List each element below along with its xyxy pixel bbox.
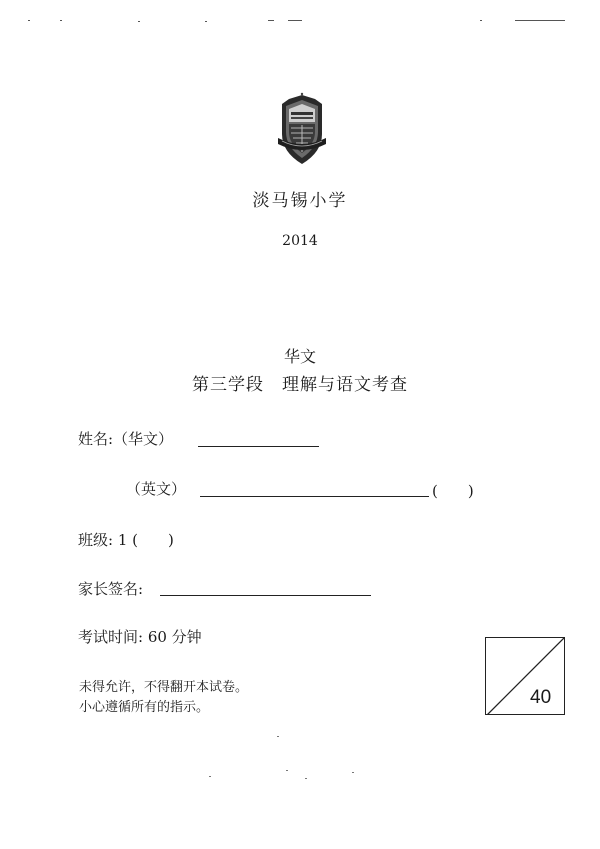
name-english-line[interactable] [200, 496, 429, 497]
name-chinese-label: 姓名:（华文） [78, 430, 174, 448]
parent-signature-line[interactable] [160, 595, 371, 596]
score-box[interactable] [485, 637, 565, 715]
school-name: 淡马锡小学 [252, 191, 348, 211]
exam-duration: 考试时间: 60 分钟 [78, 628, 202, 646]
scan-speck [209, 776, 211, 777]
register-number-parens[interactable]: ( ) [432, 482, 474, 500]
name-chinese-line[interactable] [198, 446, 319, 447]
exam-subject: 华文 [283, 347, 316, 366]
school-crest-logo [273, 92, 331, 166]
scan-speck [286, 770, 288, 771]
exam-year: 2014 [282, 233, 318, 249]
instruction-line-2: 小心遵循所有的指示。 [79, 700, 210, 715]
parent-signature-label: 家长签名: [78, 580, 144, 598]
name-english-label: （英文） [126, 480, 187, 498]
class-label: 班级: 1 ( ) [78, 531, 174, 549]
scan-speck [277, 736, 279, 737]
scan-speck [352, 772, 354, 773]
scan-speck [305, 778, 307, 779]
instruction-line-1: 未得允许，不得翻开本试卷。 [79, 680, 249, 695]
score-total: 40 [530, 687, 552, 708]
scan-artifacts [0, 20, 600, 30]
score-diagonal [486, 638, 565, 715]
exam-title: 第三学段 理解与语文考查 [192, 375, 408, 395]
